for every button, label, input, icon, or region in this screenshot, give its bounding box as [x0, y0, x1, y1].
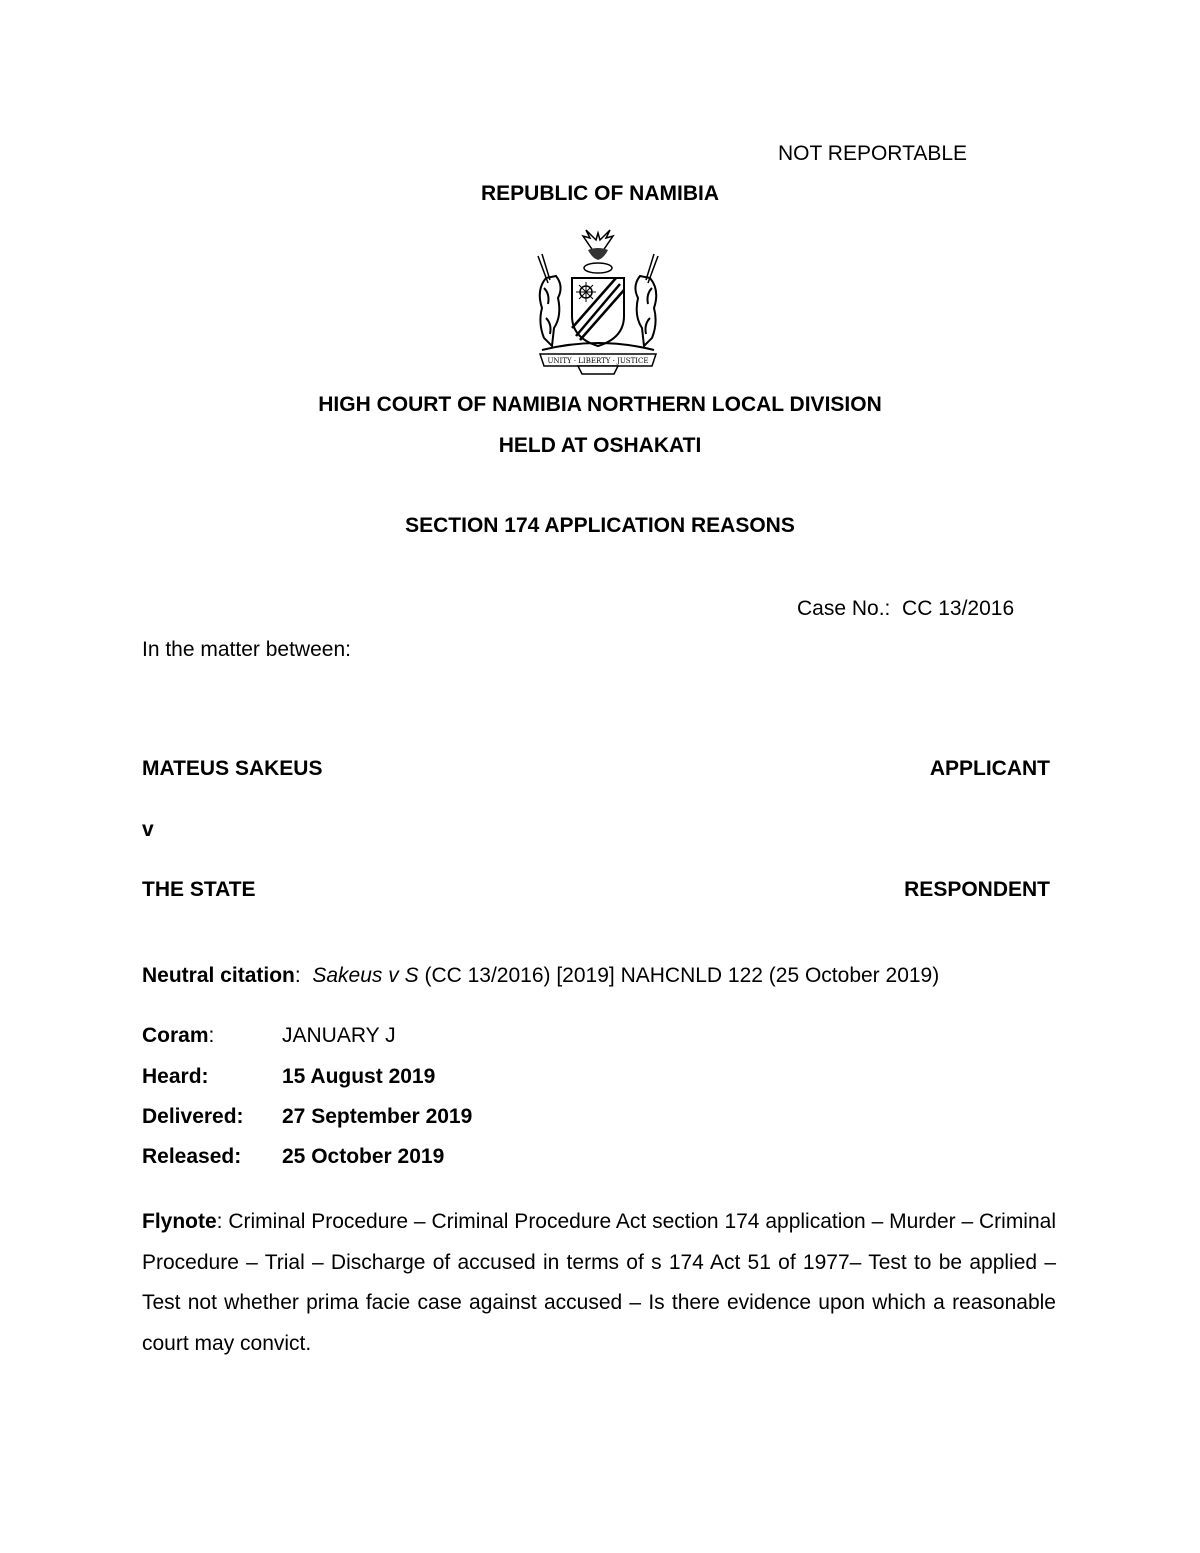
delivered-label: Delivered:	[142, 1105, 244, 1128]
applicant-name: MATEUS SAKEUS	[142, 757, 323, 780]
case-number-value: CC 13/2016	[902, 597, 1015, 620]
delivered-row	[142, 1105, 742, 1129]
heard-value: 15 August 2019	[282, 1065, 436, 1088]
republic-heading: REPUBLIC OF NAMIBIA	[481, 182, 719, 205]
reportable-status: NOT REPORTABLE	[778, 142, 968, 165]
court-name: HIGH COURT OF NAMIBIA NORTHERN LOCAL DIVISION	[318, 393, 882, 416]
flynote-paragraph	[142, 1202, 1056, 1364]
applicant-role: APPLICANT	[929, 757, 1050, 780]
svg-text:UNITY · LIBERTY · JUSTICE: UNITY · LIBERTY · JUSTICE	[547, 357, 649, 365]
citation-separator: :	[294, 964, 301, 987]
case-number-label: Case No.:	[797, 597, 891, 620]
matter-between-text: In the matter between:	[142, 638, 351, 661]
coram-label: Coram	[142, 1024, 209, 1047]
case-number	[797, 597, 1014, 621]
heard-row	[142, 1065, 742, 1089]
released-row	[142, 1145, 742, 1169]
coram-separator: :	[208, 1024, 215, 1047]
delivered-value: 27 September 2019	[282, 1105, 473, 1128]
released-label: Released:	[142, 1145, 242, 1168]
court-location: HELD AT OSHAKATI	[498, 434, 702, 457]
coram-row	[142, 1024, 742, 1048]
versus-marker: v	[142, 818, 154, 841]
coram-value: JANUARY J	[282, 1024, 396, 1047]
document-title: SECTION 174 APPLICATION REASONS	[405, 514, 795, 537]
respondent-name: THE STATE	[142, 878, 256, 901]
respondent-role: RESPONDENT	[904, 878, 1050, 901]
citation-label: Neutral citation	[142, 964, 295, 987]
citation-reference: (CC 13/2016) [2019] NAHCNLD 122 (25 October 2019)	[424, 964, 940, 987]
citation-case-name: Sakeus v S	[312, 964, 419, 987]
flynote-text: : Criminal Procedure – Criminal Procedure Act section 174 application – Murder – Criminal Procedure – Trial – Discharge of accused in terms of s 174 Act 51 of 1977– Test to be applied – Test not whether prima facie case against accused – Is there evidence upon which a reasonable court may convict.	[142, 1210, 1056, 1355]
heard-label: Heard:	[142, 1065, 209, 1088]
namibia-coat-of-arms-icon	[528, 228, 668, 378]
flynote-label: Flynote	[142, 1210, 217, 1233]
neutral-citation	[142, 964, 939, 988]
released-value: 25 October 2019	[282, 1145, 445, 1168]
